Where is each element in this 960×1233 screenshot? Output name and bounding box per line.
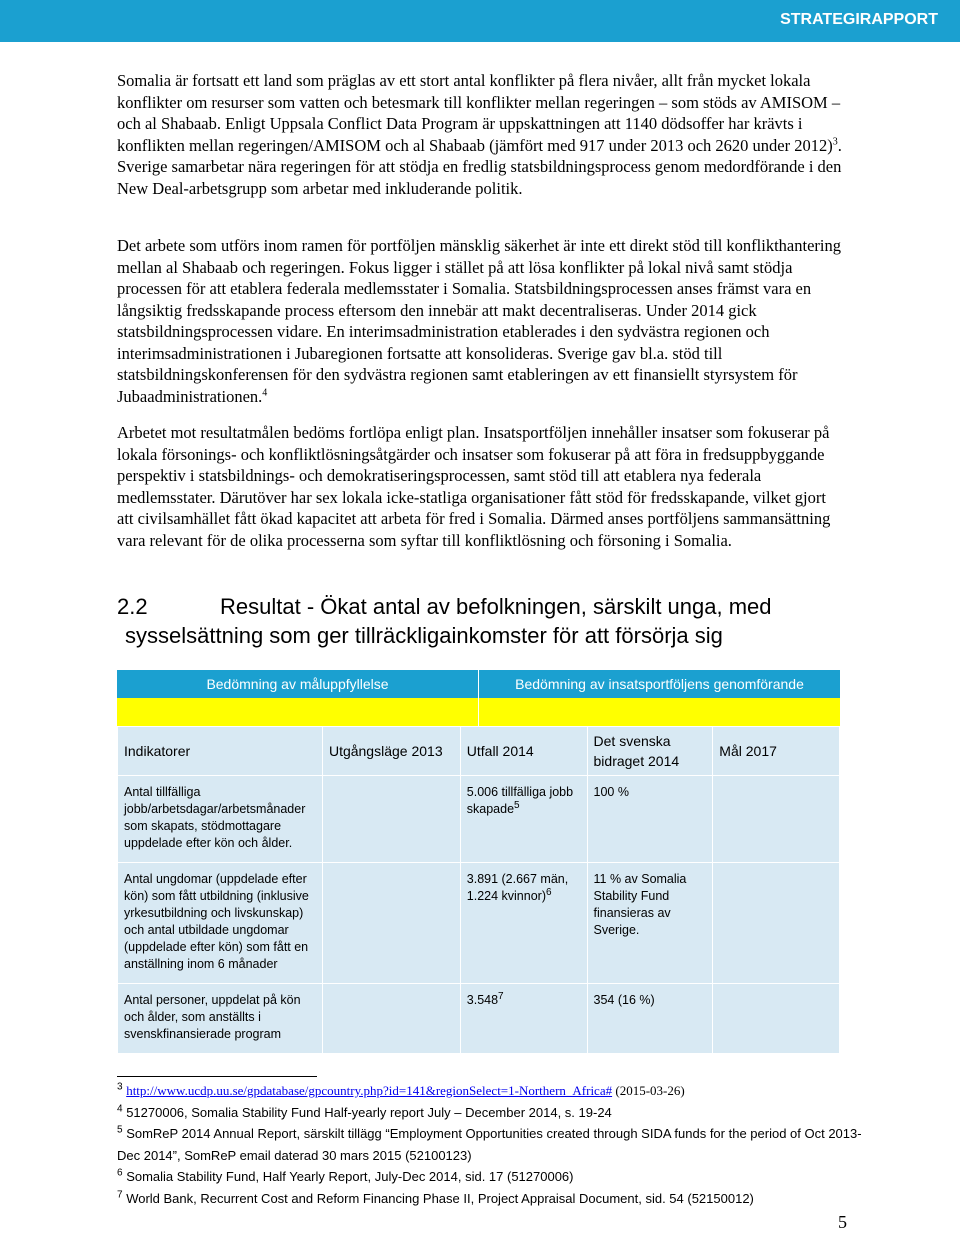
- col-header-outcome: Utfall 2014: [460, 727, 587, 776]
- footnote-number: 5: [117, 1124, 123, 1136]
- assessment-goal-label: Bedömning av måluppfyllelse: [206, 676, 389, 692]
- footnote-number: 6: [117, 1167, 123, 1179]
- outcome-text: 3.548: [466, 993, 499, 1007]
- footnote-text: 51270006, Somalia Stability Fund Half-yearly report July – December 2014, s. 19-24: [126, 1104, 612, 1120]
- contribution-cell: 354 (16 %): [587, 984, 713, 1054]
- footnote-ref[interactable]: 7: [498, 990, 504, 1002]
- portfolio-status-indicator: [478, 698, 840, 726]
- section-title-line1: Resultat - Ökat antal av befolkningen, särskilt unga, med: [220, 594, 772, 619]
- header-label: STRATEGIRAPPORT: [780, 11, 938, 28]
- indicator-cell: Antal ungdomar (uppdelade efter kön) som fått utbildning (inklusive yrkesutbildning och livskunskap) och antal utbildade ungdomar (uppdelade efter kön) som fått en anställning inom 6 månader: [118, 863, 323, 984]
- outcome-cell: [460, 984, 587, 1054]
- footnote-3: [117, 1080, 877, 1102]
- baseline-cell: [322, 984, 460, 1054]
- table-row: [118, 863, 840, 984]
- footnote-7: [117, 1188, 877, 1210]
- footnote-text: SomReP 2014 Annual Report, särskilt tillägg “Employment Opportunities created through SIDA funds for the period of Oct 2013-Dec 2014”, SomReP email daterad 30 mars 2015 (52100123): [117, 1126, 862, 1163]
- contribution-cell: 100 %: [587, 776, 713, 863]
- indicator-cell: Antal personer, uppdelat på kön och ålder, som anställts i svenskfinansierade program: [118, 984, 323, 1054]
- target-cell: [713, 984, 840, 1054]
- paragraph-text: Somalia är fortsatt ett land som präglas av ett stort antal konflikter på flera nivåer, allt från mycket lokala konflikter om resurser som vatten och betesmark till konflikter mellan regeringen – som stöds av AMISOM – och al Shabaab. Enligt Uppsala Conflict Data Program är uppskattningen att 1140 dödsoffer har krävts i konflikten mellan regeringen/AMISOM och al Shabaab (jämfört med 917 under 2013 och 2620 under 2012): [117, 71, 841, 155]
- section-number: 2.2: [117, 594, 148, 619]
- paragraph-human-security: [117, 235, 842, 407]
- table-header-row: [118, 727, 840, 776]
- footnote-ref[interactable]: 5: [514, 799, 520, 811]
- baseline-cell: [322, 776, 460, 863]
- outcome-cell: [460, 863, 587, 984]
- footnotes: [117, 1080, 877, 1209]
- paragraph-text: Det arbete som utförs inom ramen för portföljen mänsklig säkerhet är inte ett direkt stöd till konflikthantering mellan al Shabaab och regeringen. Fokus ligger i stället på att lösa konflikter på lokal nivå samt stödja processen för att etablera federala medlemsstater i Somalia. Statsbildningsprocessen anses främst vara en långsiktig fredsskapande process eftersom den innebär att makt decentraliseras. Under 2014 gick statsbildningsprocessen vidare. En interimsadministration etablerades i den sydvästra regionen och interimsadministrationen i Jubaregionen fortsatte att konsolideras. Sverige gav bl.a. stöd till statsbildningskonferensen för den sydvästra regionen samt etableringen av ett finansiellt styrsystem för Jubaadministrationen.: [117, 236, 841, 406]
- footnote-text: World Bank, Recurrent Cost and Reform Financing Phase II, Project Appraisal Document, sid. 54 (52150012): [126, 1190, 754, 1206]
- outcome-text: 5.006 tillfälliga jobb skapade: [466, 785, 574, 816]
- col-header-target: Mål 2017: [713, 727, 840, 776]
- table-row: [118, 984, 840, 1054]
- section-heading: [117, 592, 857, 650]
- col-header-indicators: Indikatorer: [118, 727, 323, 776]
- footnote-ref[interactable]: 6: [545, 886, 552, 898]
- footnote-text: (2015-03-26): [612, 1083, 685, 1098]
- footnote-ref[interactable]: 3: [832, 136, 838, 147]
- section-title-line2: sysselsättning som ger tillräckligainkomster för att försörja sig: [125, 623, 723, 648]
- target-cell: [713, 863, 840, 984]
- footnote-text: Somalia Stability Fund, Half Yearly Report, July-Dec 2014, sid. 17 (51270006): [126, 1169, 574, 1184]
- footnote-6: [117, 1166, 877, 1188]
- assessment-portfolio-label: Bedömning av insatsportföljens genomförande: [478, 670, 840, 698]
- assessment-status-row: [117, 698, 840, 726]
- col-header-contribution: Det svenska bidraget 2014: [587, 727, 713, 776]
- indicator-cell: Antal tillfälliga jobb/arbetsdagar/arbetsmånader som skapats, stödmottagare uppdelade efter kön och ålder.: [118, 776, 323, 863]
- table-row: [118, 776, 840, 863]
- paragraph-text: . Sverige samarbetar nära regeringen för att stödja en fredlig statsbildningsprocess genom medordförande i den New Deal-arbetsgrupp som arbetar med inkluderande politik.: [117, 135, 842, 198]
- footnote-divider: [117, 1076, 317, 1077]
- footnote-number: 7: [117, 1189, 123, 1201]
- outcome-text: 3.891 (2.667 män, 1.224 kvinnor): [466, 872, 569, 903]
- col-header-baseline: Utgångsläge 2013: [322, 727, 460, 776]
- footnote-number: 4: [117, 1103, 123, 1115]
- page-number: 5: [838, 1212, 847, 1232]
- target-cell: [713, 776, 840, 863]
- footnote-5: [117, 1123, 877, 1166]
- footnote-ref[interactable]: 4: [262, 387, 268, 398]
- assessment-header-row: [117, 670, 840, 698]
- outcome-cell: [460, 776, 587, 863]
- indicator-table: [117, 726, 840, 1054]
- header-bar: [0, 0, 960, 42]
- paragraph-results: [117, 422, 842, 551]
- contribution-cell: 11 % av Somalia Stability Fund finansieras av Sverige.: [587, 863, 713, 984]
- footnote-4: [117, 1102, 877, 1124]
- baseline-cell: [322, 863, 460, 984]
- goal-status-indicator: [117, 698, 478, 726]
- footnote-link[interactable]: http://www.ucdp.uu.se/gpdatabase/gpcountry.php?id=141&regionSelect=1-Northern_Africa#: [126, 1083, 613, 1098]
- paragraph-conflicts: [117, 70, 842, 199]
- footnote-number: 3: [117, 1081, 123, 1093]
- paragraph-text: Arbetet mot resultatmålen bedöms fortlöpa enligt plan. Insatsportföljen innehåller insatser som fokuserar på lokala försonings- och konfliktlösningsåtgärder och insatser som fokuserar på att föra in fredsuppbyggande perspektiv i statsbildnings- och demokratiseringsprocessen, samt stöd till att etablera nya federala medlemsstater. Därutöver har sex lokala icke-statliga organisationer fått stöd för fredsskapande, vilket gjort att civilsamhället fått ökad kapacitet att arbeta för fred i Somalia. Därmed anses portföljens sammansättning vara relevant för de olika processerna som syftar till konfliktlösning och försoning i Somalia.: [117, 423, 831, 550]
